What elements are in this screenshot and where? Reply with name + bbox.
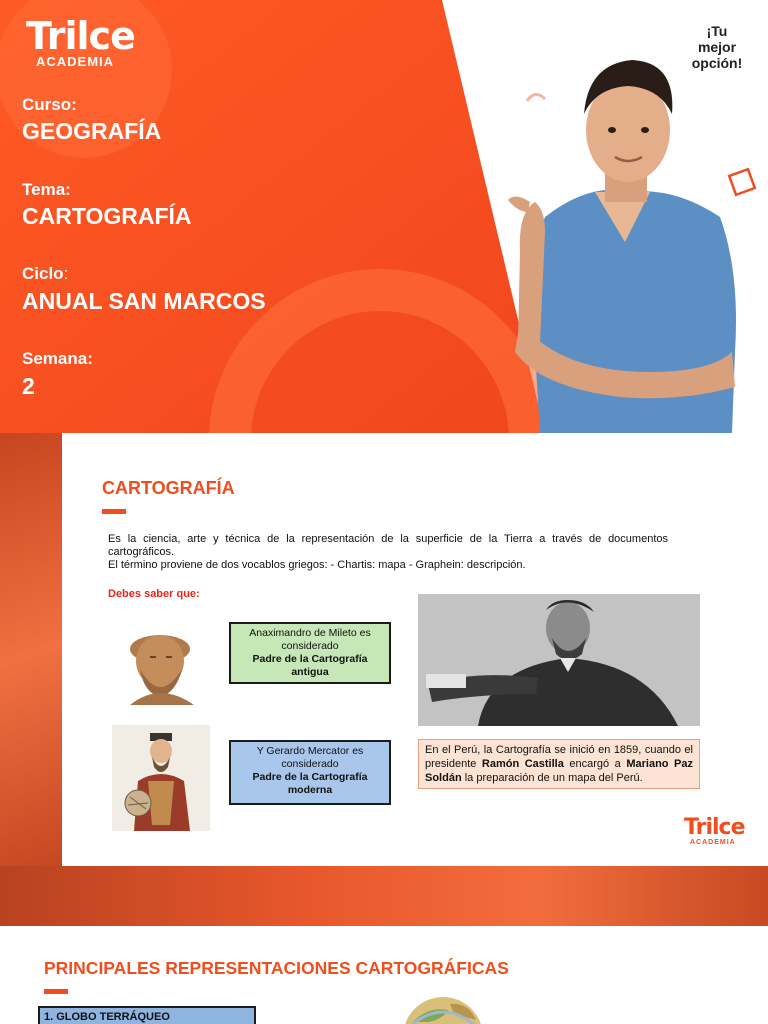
- topic-label: Tema:: [22, 180, 71, 199]
- history-note: [418, 739, 700, 789]
- course-value: GEOGRAFÍA: [22, 118, 162, 144]
- etymology-line: El término proviene de dos vocablos griegos: - Chartis: mapa - Graphein: descripción.: [108, 559, 526, 571]
- decorative-bottom-photo: [0, 866, 768, 926]
- anaximander-title: Padre de la Cartografía antigua: [252, 653, 368, 678]
- note-text-3: la preparación de un mapa del Perú.: [461, 772, 643, 784]
- representations-slide: [0, 926, 768, 1024]
- course-label: Curso:: [22, 95, 77, 114]
- globe-label: 1. GLOBO TERRÁQUEO: [38, 1006, 256, 1024]
- tagline-line-2: mejor: [697, 39, 737, 55]
- mercator-title: Padre de la Cartografía moderna: [252, 771, 368, 796]
- mercator-intro: Y Gerardo Mercator es considerado: [256, 745, 364, 770]
- week-value: 2: [22, 373, 35, 399]
- title-accent-bar: [102, 509, 126, 514]
- cycle-value: ANUAL SAN MARCOS: [22, 288, 266, 314]
- note-text-2: encargó a: [563, 758, 627, 770]
- student-photo: [500, 52, 750, 433]
- section-title: CARTOGRAFÍA: [102, 478, 235, 498]
- week-label: Semana:: [22, 349, 93, 368]
- logo-small-subtitle: ACADEMIA: [690, 839, 736, 846]
- definition-paragraph: [108, 533, 668, 572]
- definition-line-1: Es la ciencia, arte y técnica de la representación de la superficie de la Tierra a través de documentos: [108, 533, 668, 545]
- tagline-line-3: opción!: [691, 55, 743, 71]
- representations-title: PRINCIPALES REPRESENTACIONES CARTOGRÁFICAS: [44, 958, 509, 978]
- logo-small-wordmark: Trilce: [684, 815, 745, 840]
- know-label: Debes saber que:: [108, 588, 200, 600]
- anaximander-bust-image: [112, 621, 212, 705]
- cycle-label: [22, 264, 68, 284]
- note-paz-soldan: Mariano Paz Soldán: [425, 758, 693, 784]
- cycle-label-text: Ciclo: [22, 264, 64, 283]
- anaximander-box: [229, 622, 391, 684]
- anaximander-intro: Anaximandro de Mileto es considerado: [249, 627, 371, 652]
- logo-wordmark: Trilce: [26, 14, 135, 58]
- cover-slide: [0, 0, 768, 433]
- logo-subtitle: ACADEMIA: [36, 54, 115, 69]
- mercator-box: [229, 740, 391, 805]
- trilce-logo-small: [684, 817, 744, 846]
- decorative-side-photo: [0, 433, 62, 926]
- note-text-1: En el Perú, la Cartografía se inició en 1859, cuando el presidente: [425, 744, 693, 770]
- representations-accent-bar: [44, 989, 68, 994]
- tagline-line-1: ¡Tu: [706, 23, 728, 39]
- ramon-castilla-photo: [418, 594, 700, 726]
- trilce-logo: [26, 16, 135, 69]
- content-card: [62, 433, 768, 866]
- globe-image: [398, 992, 488, 1024]
- cycle-label-colon: :: [63, 264, 69, 283]
- topic-value: CARTOGRAFÍA: [22, 203, 192, 229]
- mercator-portrait-image: [112, 725, 210, 831]
- cartography-slide: [0, 433, 768, 926]
- note-castilla: Ramón Castilla: [481, 758, 564, 770]
- definition-line-2: cartográficos.: [108, 546, 175, 558]
